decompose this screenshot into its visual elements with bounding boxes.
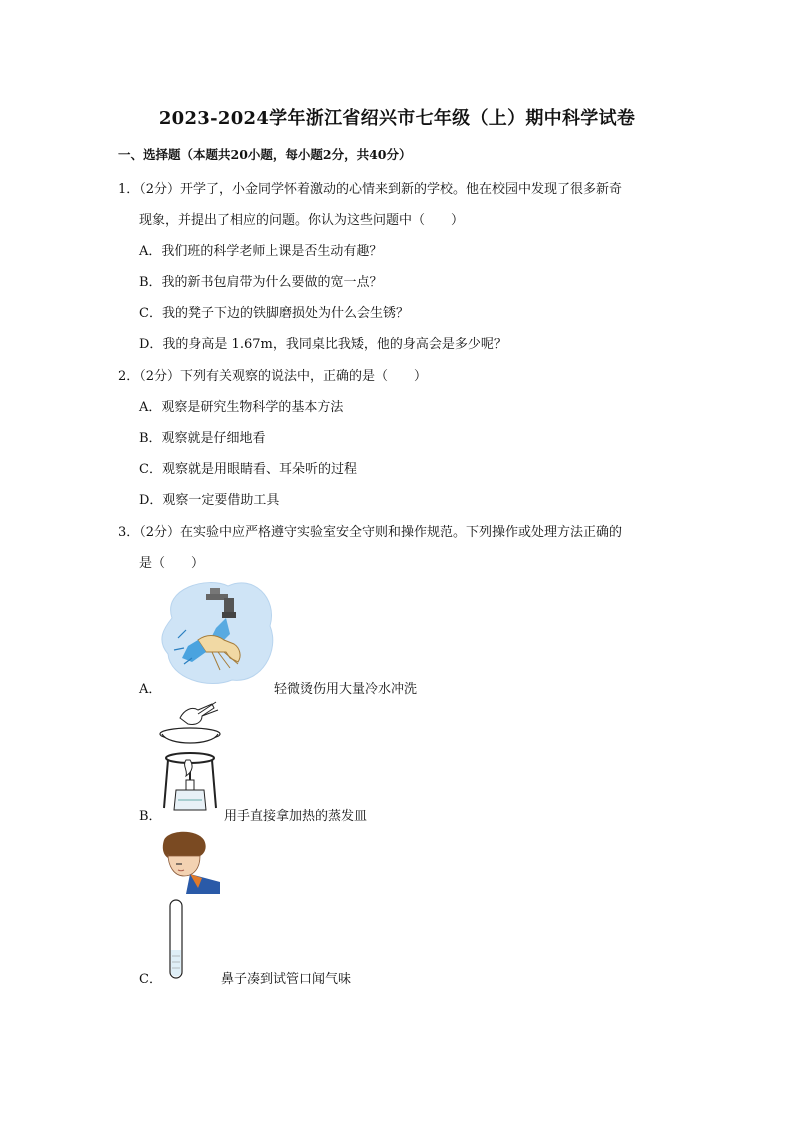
question-3-option-c-text: 鼻子凑到试管口闻气味	[221, 972, 352, 987]
question-3-option-a-letter: A．	[139, 682, 162, 697]
question-2-option-d: D．观察一定要借助工具	[139, 493, 280, 508]
evaporating-dish-illustration	[158, 700, 226, 818]
question-1-stem-cont: 现象，并提出了相应的问题。你认为这些问题中（ ）	[139, 213, 465, 228]
question-2-option-b: B．观察就是仔细地看	[139, 431, 266, 446]
question-3-stem-cont: 是（ ）	[139, 556, 205, 571]
smelling-test-tube-illustration	[160, 830, 224, 982]
question-1-option-c: C．我的凳子下边的铁脚磨损处为什么会生锈？	[139, 306, 409, 321]
question-2-option-c: C．观察就是用眼睛看、耳朵听的过程	[139, 462, 357, 477]
question-1-option-a: A．我们班的科学老师上课是否生动有趣？	[139, 244, 383, 259]
section-heading: 一、选择题（本题共20小题，每小题2分，共40分）	[118, 147, 412, 162]
question-2-option-a: A．观察是研究生物科学的基本方法	[139, 400, 344, 415]
question-1-option-b: B．我的新书包肩带为什么要做的宽一点？	[139, 275, 383, 290]
question-3-option-b-text: 用手直接拿加热的蒸发皿	[224, 809, 368, 824]
question-3-option-b-letter: B．	[139, 809, 162, 824]
question-1-stem: 1．（2分）开学了，小金同学怀着激动的心情来到新的学校。他在校园中发现了很多新奇	[118, 182, 623, 197]
tap-cold-water-illustration	[158, 578, 276, 688]
question-3-option-c-letter: C．	[139, 972, 162, 987]
exam-title: 2023-2024学年浙江省绍兴市七年级（上）期中科学试卷	[158, 108, 636, 129]
question-3-stem: 3．（2分）在实验中应严格遵守实验室安全守则和操作规范。下列操作或处理方法正确的	[118, 525, 623, 540]
question-2-stem: 2．（2分）下列有关观察的说法中，正确的是（ ）	[118, 369, 428, 384]
question-1-option-d: D．我的身高是 1.67m，我同桌比我矮，他的身高会是多少呢？	[139, 337, 507, 352]
question-3-option-a-text: 轻微烫伤用大量冷水冲洗	[274, 682, 418, 697]
